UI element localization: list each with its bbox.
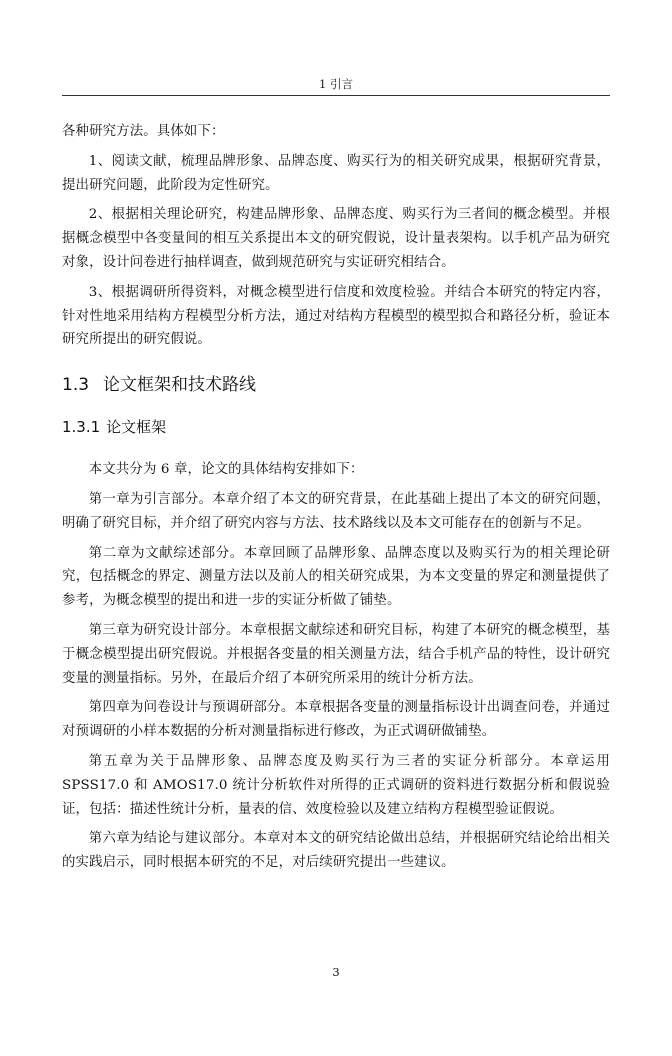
chapter-4-summary: 第四章为问卷设计与预调研部分。本章根据各变量的测量指标设计出调查问卷，并通过对预调研的小样本数据的分析对测量指标进行修改，为正式调研做铺垫。: [62, 700, 610, 740]
section-title: 论文框架和技术路线: [103, 375, 257, 396]
method-item-1: 1、阅读文献，梳理品牌形象、品牌态度、购买行为的相关研究成果，根据研究背景，提出研究问题，此阶段为定性研究。: [62, 153, 610, 193]
intro-lead: 各种研究方法。具体如下：: [62, 124, 225, 139]
chapter-5-summary: 第五章为关于品牌形象、品牌态度及购买行为三者的实证分析部分。本章运用 SPSS17.0 和 AMOS17.0 统计分析软件对所得的正式调研的资料进行数据分析和假说验证，包括：描述性统计分析，量表的信、效度检验以及建立结构方程模型验证假说。: [62, 753, 610, 817]
subsection-title: 论文框架: [106, 418, 167, 437]
section-number: 1.3: [62, 375, 90, 396]
chapter-3-summary: 第三章为研究设计部分。本章根据文献综述和研究目标，构建了本研究的概念模型，基于概念模型提出研究假说。并根据各变量的相关测量方法，结合手机产品的特性，设计研究变量的测量指标。另外，在最后介绍了本研究所采用的统计分析方法。: [62, 622, 610, 686]
header-rule: [62, 95, 610, 96]
subsection-number: 1.3.1: [62, 418, 101, 437]
chapter-6-summary: 第六章为结论与建议部分。本章对本文的研究结论做出总结，并根据研究结论给出相关的实践启示，同时根据本研究的不足，对后续研究提出一些建议。: [62, 831, 610, 871]
subsection-heading: [62, 414, 610, 440]
body-content: [62, 120, 610, 881]
running-header: 1 引言: [319, 77, 353, 91]
chapter-2-summary: 第二章为文献综述部分。本章回顾了品牌形象、品牌态度以及购买行为的相关理论研究，包括概念的界定、测量方法以及前人的相关研究成果，为本文变量的界定和测量提供了参考，为概念模型的提出和进一步的实证分析做了铺垫。: [62, 545, 610, 609]
section-heading: [62, 370, 610, 400]
method-item-3: 3、根据调研所得资料，对概念模型进行信度和效度检验。并结合本研究的特定内容，针对性地采用结构方程模型分析方法，通过对结构方程模型的模型拟合和路径分析，验证本研究所提出的研究假说。: [62, 284, 610, 348]
chapter-1-summary: 第一章为引言部分。本章介绍了本文的研究背景，在此基础上提出了本文的研究问题，明确了研究目标，并介绍了研究内容与方法、技术路线以及本文可能存在的创新与不足。: [62, 491, 610, 531]
page-number: 3: [332, 965, 340, 979]
framework-intro: 本文共分为 6 章，论文的具体结构安排如下：: [88, 462, 364, 478]
method-item-2: 2、根据相关理论研究，构建品牌形象、品牌态度、购买行为三者间的概念模型。并根据概念模型中各变量间的相互关系提出本文的研究假说，设计量表架构。以手机产品为研究对象，设计问卷进行抽样调查，做到规范研究与实证研究相结合。: [62, 207, 610, 270]
